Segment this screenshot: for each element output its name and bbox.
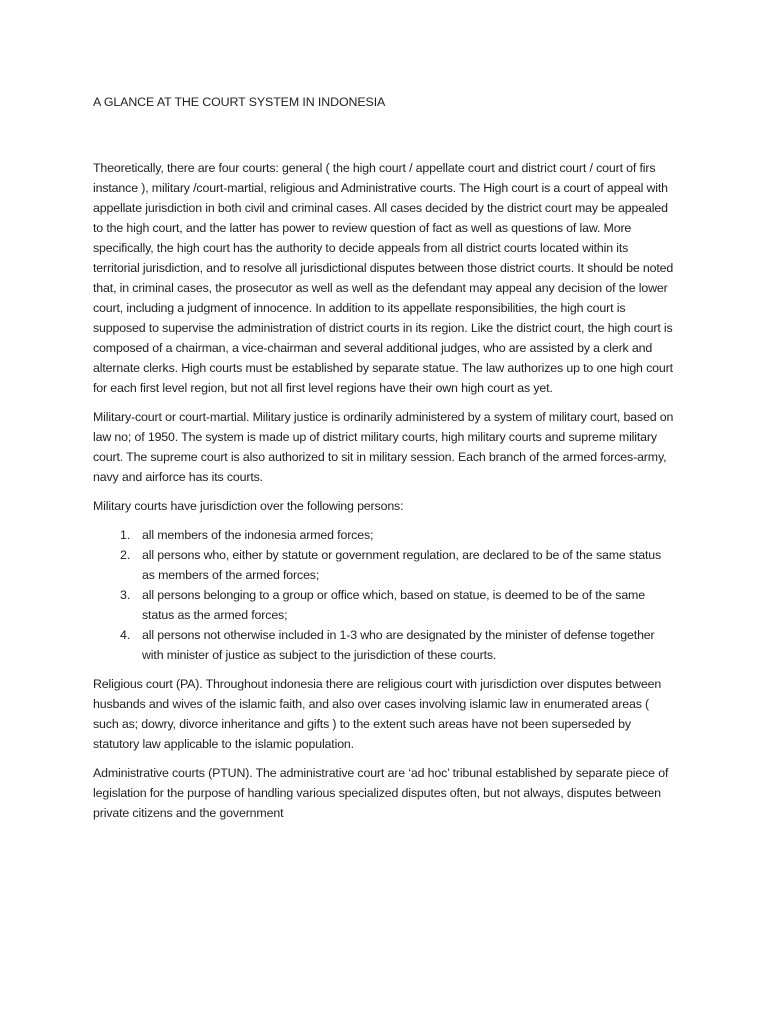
list-item-number: 2.	[120, 548, 131, 562]
jurisdiction-list	[93, 525, 677, 665]
document-page	[93, 92, 677, 832]
paragraph-military-jurisdiction-intro: Military courts have jurisdiction over the following persons:	[93, 499, 404, 513]
list-item-text: all persons who, either by statute or government regulation, are declared to be of the same status as members of the armed forces;	[142, 548, 662, 582]
list-item-number: 3.	[120, 588, 131, 602]
list-item	[93, 525, 677, 545]
document-title: A GLANCE AT THE COURT SYSTEM IN INDONESIA	[93, 95, 386, 109]
list-item-text: all persons belonging to a group or office which, based on statue, is deemed to be of the same status as the armed forces;	[142, 588, 645, 622]
paragraph-military-court: Military-court or court-martial. Military justice is ordinarily administered by a system of military court, based on law no; of 1950. The system is made up of district military courts, high military courts and supreme military court. The supreme court is also authorized to sit in military session. Each branch of the armed forces-army, navy and airforce has its courts.	[93, 410, 674, 484]
paragraph-overview: Theoretically, there are four courts: general ( the high court / appellate court and district court / court of firs instance ), military /court-martial, religious and Administrative courts. The High court is a court of appeal with appellate jurisdiction in both civil and criminal cases. All cases decided by the district court may be appealed to the high court, and the latter has power to review question of fact as well as questions of law. More specifically, the high court has the authority to decide appeals from all district courts located within its territorial jurisdiction, and to resolve all jurisdictional disputes between those district courts. It should be noted that, in criminal cases, the prosecutor as well as well as the defendant may appeal any decision of the lower court, including a judgment of innocence. In addition to its appellate responsibilities, the high court is supposed to supervise the administration of district courts in its region. Like the district court, the high court is composed of a chairman, a vice-chairman and several additional judges, who are assisted by a clerk and alternate clerks. High courts must be established by separate statue. The law authorizes up to one high court for each first level region, but not all first level regions have their own high court as yet.	[93, 161, 674, 395]
list-item	[93, 585, 677, 625]
list-item-text: all persons not otherwise included in 1-3 who are designated by the minister of defense together with minister of justice as subject to the jurisdiction of these courts.	[142, 628, 655, 662]
list-item-text: all members of the indonesia armed forces;	[142, 528, 374, 542]
paragraph-religious-court: Religious court (PA). Throughout indonesia there are religious court with jurisdiction over disputes between husbands and wives of the islamic faith, and also over cases involving islamic law in enumerated areas ( such as; dowry, divorce inheritance and gifts ) to the extent such areas have not been superseded by statutory law applicable to the islamic population.	[93, 677, 662, 751]
list-item	[93, 545, 677, 585]
list-item-number: 4.	[120, 628, 131, 642]
list-item	[93, 625, 677, 665]
paragraph-administrative-court: Administrative courts (PTUN). The administrative court are ‘ad hoc’ tribunal established by separate piece of legislation for the purpose of handling various specialized disputes often, but not always, disputes between private citizens and the government	[93, 766, 669, 820]
list-item-number: 1.	[120, 528, 131, 542]
